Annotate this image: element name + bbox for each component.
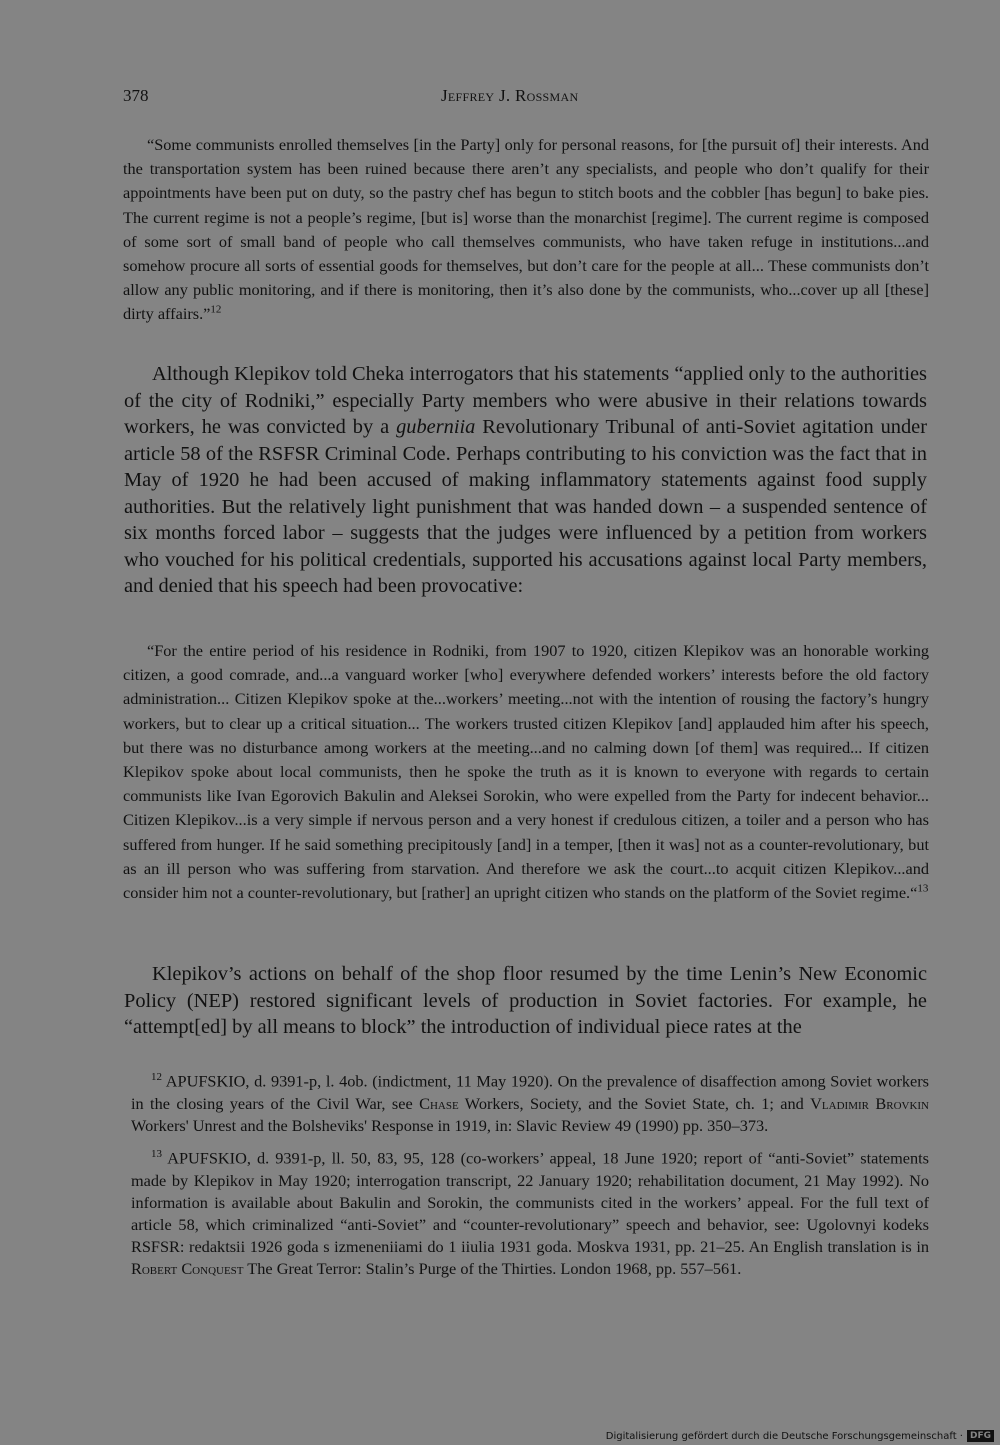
footnote-12: $^{12}$ APUFSKIO, d. 9391-p, l. 4ob. (indictment, 11 May 1920). On the prevalence of disaffection among Soviet workers in the closing years of the Civil War, see Chase Workers, Society, and the Soviet State, ch. 1; and Vladimir Brovkin Workers' Unrest and the Bolsheviks' Response in 1919, in: Slavic Review 49 (1990) pp. 350–373. — [131, 1071, 930, 1135]
page-header — [123, 86, 928, 114]
block-quote-2-text: “For the entire period of his residence in Rodniki, from 1907 to 1920, citizen Klepikov was an honorable working citizen, a good comrade, and...a vanguard worker [who] everywhere defended workers’ interests before the old factory administration... Citizen Klepikov spoke at the...workers’ meeting...not with the intention of rousing the factory’s hungry workers, but to clear up a critical situation... The workers trusted citizen Klepikov [and] applauded him after his speech, but there was no disturbance among workers at the meeting...and no calming down [of them] was required... If citizen Klepikov spoke about local communists, then he spoke the truth as it is known to everyone with regards to certain communists like Ivan Egorovich Bakulin and Aleksei Sorokin, who were expelled from the Party for indecent behavior... Citizen Klepikov...is a very simple if nervous person and a very honest if credulous citizen, a toiler and a person who has suffered from hunger. If he said something precipitously [and] in a temper, [then it was] not as a counter-revolutionary, but as an ill person who was suffering from starvation. And therefore we ask the court...to acquit citizen Klepikov...and consider him not a counter-revolutionary, but [rather] an upright citizen who stands on the platform of the Soviet regime.“$^{13}$ — [123, 641, 929, 903]
footnote-ref-13[interactable]: 13 — [917, 882, 929, 895]
block-quote-1-text: “Some communists enrolled themselves [in the Party] only for personal reasons, for [the pursuit of] their interests. And the transportation system has been ruined because there aren’t any specialists, and people who don’t qualify for their appointments have been put on duty, so the pastry chef has begun to stitch boots and the cobbler [has begun] to bake pies. The current regime is not a people’s regime, [but is] worse than the monarchist [regime]. The current regime is composed of some sort of small band of people who call themselves communists, who have taken refuge in institutions...and somehow procure all sorts of essential goods for themselves, but don’t care for the people at all... These communists don’t allow any public monitoring, and if there is monitoring, then it’s also done by the communists, who...cover up all [these] dirty affairs.”$^{12}$ — [123, 135, 929, 324]
italic-term: guberniia — [396, 416, 476, 438]
running-head: Jeffrey J. Rossman — [441, 86, 579, 105]
footnote-ref-12[interactable]: 12 — [210, 304, 222, 316]
digitization-footer — [606, 1427, 1000, 1445]
body-paragraph-1 — [124, 361, 927, 600]
body-paragraph-2 — [124, 961, 927, 1041]
body-paragraph-2-text: Klepikov’s actions on behalf of the shop floor resumed by the time Lenin’s New Economic Policy (NEP) restored significant levels of production in Soviet factories. For example, he “attempt[ed] by all means to block” the introduction of individual piece rates at the — [124, 963, 927, 1038]
footer-text: Digitalisierung gefördert durch die Deutsche Forschungsgemeinschaft · — [605, 1430, 963, 1442]
block-quote-1 — [123, 133, 929, 327]
body-paragraph-1-text: Although Klepikov told Cheka interrogators that his statements “applied only to the authorities of the city of Rodniki,” especially Party members who were abusive in their relations towards workers, he was convicted by a guberniia Revolutionary Tribunal of anti-Soviet agitation under article 58 of the RSFSR Criminal Code. Perhaps contributing to his conviction was the fact that in May of 1920 he had been accused of making inflammatory statements against food supply authorities. But the relatively light punishment that was handed down – a suspended sentence of six months forced labor – suggests that the judges were influenced by a petition from workers who vouched for his political credentials, supported his accusations against local Party members, and denied that his speech had been provocative: — [124, 363, 927, 597]
page-number: 378 — [123, 86, 149, 105]
block-quote-2 — [123, 639, 929, 905]
footnote-13: $^{13}$ APUFSKIO, d. 9391-p, ll. 50, 83, 95, 128 (co-workers’ appeal, 18 June 1920; report of “anti-Soviet” statements made by Klepikov in May 1920; interrogation transcript, 22 January 1920; rehabilitation document, 21 May 1992). No information is available about Bakulin and Sorokin, the communists cited in the workers’ appeal. For the full text of article 58, which criminalized “anti-Soviet” and “counter-revolutionary” speech and behavior, see: Ugolovnyi kodeks RSFSR: redaktsii 1926 goda s izmeneniiami do 1 iiulia 1931 goda. Moskva 1931, pp. 21–25. An English translation is in Robert Conquest The Great Terror: Stalin’s Purge of the Thirties. London 1968, pp. 557–561. — [131, 1148, 930, 1279]
dfg-logo: DFG — [967, 1430, 994, 1442]
footnotes — [131, 1066, 929, 1287]
